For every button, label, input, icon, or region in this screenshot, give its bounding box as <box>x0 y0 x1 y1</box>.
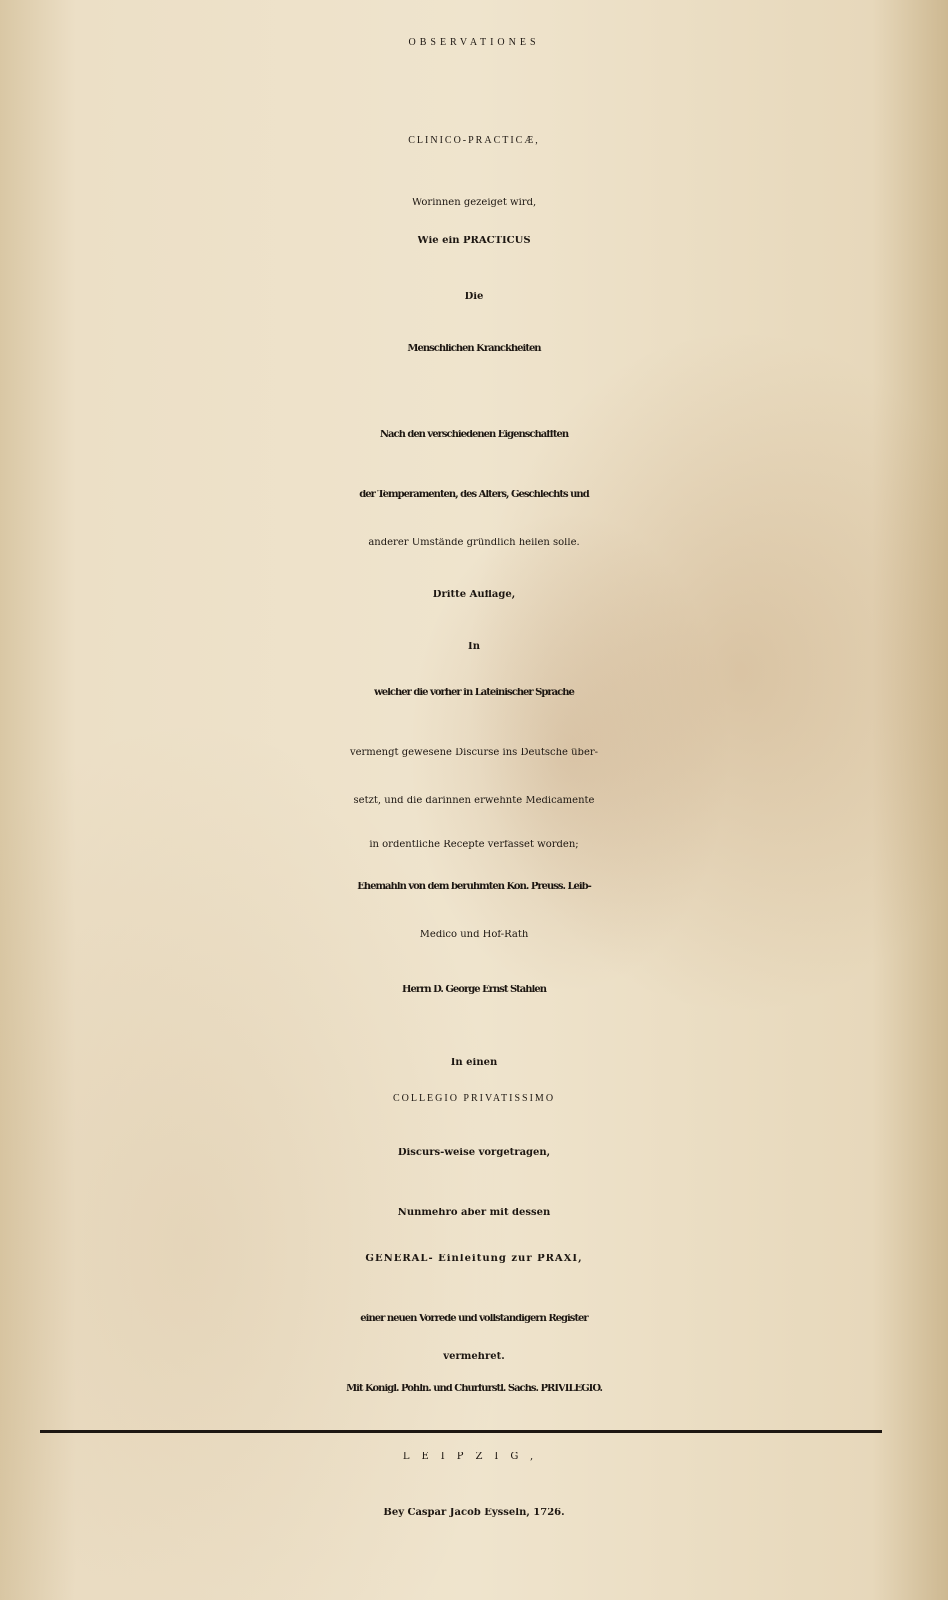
line-in-einen: In einen <box>450 1058 498 1068</box>
line-discurs-weise: Discurs-weise vorgetragen, <box>397 1148 551 1158</box>
line-author: Herrn D. George Ernst Stahlen <box>402 985 546 995</box>
place-of-publication: LEIPZIG, <box>402 1452 546 1462</box>
divider-rule <box>40 1430 882 1433</box>
line-recepte: in ordentliche Recepte verfasset worden; <box>369 840 579 850</box>
line-nunmehro: Nunmehro aber mit dessen <box>397 1208 551 1218</box>
line-wie-ein-practicus: Wie ein PRACTICUS <box>417 236 531 246</box>
line-worinnen: Worinnen gezeiget wird, <box>411 198 537 208</box>
line-collegio: COLLEGIO PRIVATISSIMO <box>392 1094 556 1104</box>
line-nach-den: Nach den verschiedenen Eigenschafften <box>379 430 569 440</box>
line-general: GENERAL- Einleitung zur PRAXI, <box>365 1254 583 1264</box>
line-umstaende: anderer Umstände gründlich heilen solle. <box>368 538 580 548</box>
line-menschlichen-kranckheiten: Menschlichen Kranckheiten <box>407 344 541 354</box>
line-vermehret: vermehret. <box>443 1352 505 1362</box>
line-privilegio: Mit Königl. Pohln. und Churfürstl. Sächs. PRIVILEGIO. <box>346 1384 602 1394</box>
imprint: Bey Caspar Jacob Eysseln, 1726. <box>383 1508 565 1518</box>
subtitle: CLINICO-PRACTICÆ, <box>408 136 540 146</box>
line-die: Die <box>464 292 484 302</box>
line-welcher: welcher die vorher in Lateinischer Sprache <box>374 688 574 698</box>
title: OBSERVATIONES <box>408 38 540 48</box>
line-temperamenten: der Temperamenten, des Alters, Geschlechts und <box>359 490 589 500</box>
line-medico: Medico und Hof-Rath <box>419 930 529 940</box>
line-ehemahln: Ehemahln von dem berühmten Kön. Preuss. Leib- <box>357 882 591 892</box>
line-dritte-auflage: Dritte Auflage, <box>432 590 516 600</box>
line-setzt: setzt, und die darinnen erwehnte Medicamente <box>353 796 595 806</box>
line-in: In <box>468 642 480 652</box>
line-vorrede: einer neuen Vorrede und vollständigern Register <box>360 1314 588 1324</box>
line-vermengt: vermengt gewesene Discurse ins Deutsche über- <box>349 748 599 758</box>
